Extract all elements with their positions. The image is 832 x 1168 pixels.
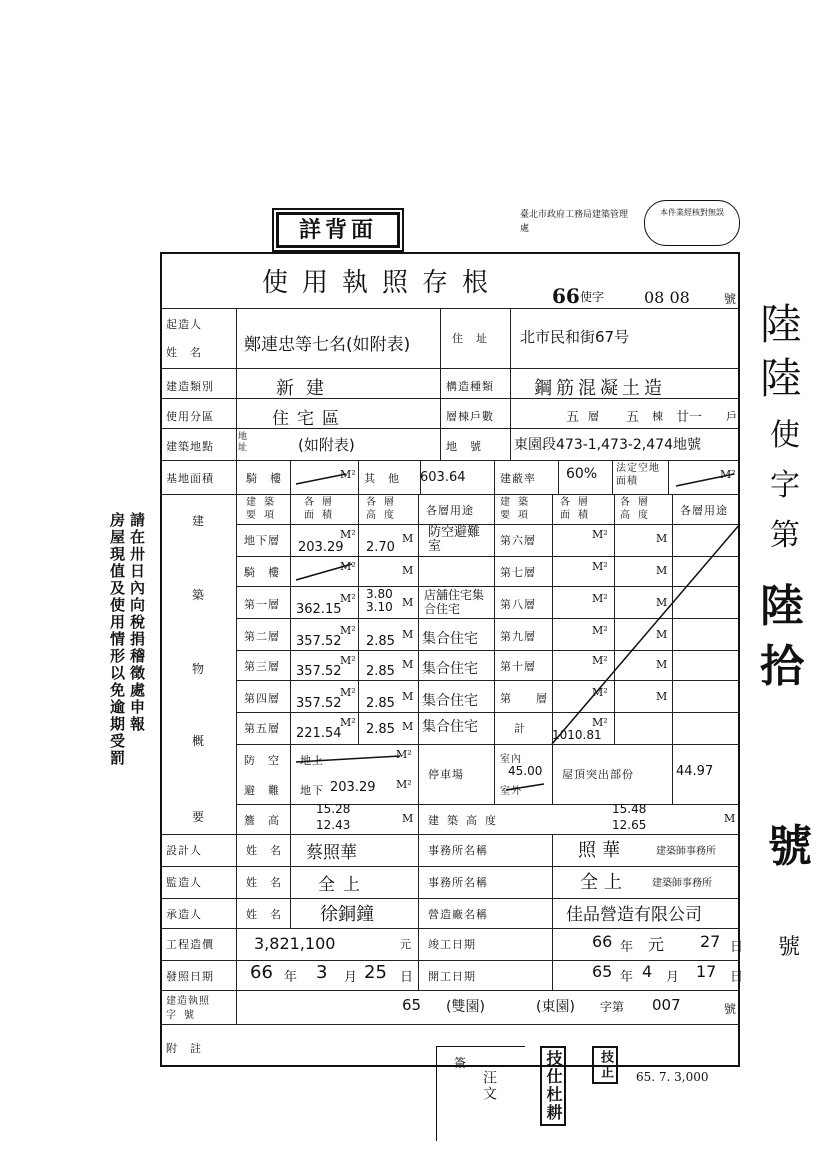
section-build2-label: 築 — [192, 588, 206, 602]
sign-mark: 簽 — [454, 1056, 467, 1070]
unit-m: M — [402, 628, 414, 641]
right-margin-char: 號 — [768, 821, 812, 872]
eave-value-a: 15.28 — [316, 802, 351, 816]
supervisor-office-label: 事務所名稱 — [428, 876, 488, 889]
site-area-label: 基地面積 — [166, 472, 214, 485]
building-height-value-a: 15.48 — [612, 802, 647, 816]
unit-m2: M² — [592, 528, 608, 541]
cost-label: 工程造價 — [166, 938, 214, 951]
building-height-value-b: 12.65 — [612, 818, 647, 832]
unit-m: M — [656, 658, 668, 671]
right-margin-char: 字 — [770, 468, 800, 503]
contractor-name-label: 姓 名 — [246, 908, 282, 921]
unit-m2: M² — [340, 624, 356, 637]
section-summary-label: 概 — [192, 734, 206, 748]
designer-label: 設計人 — [166, 844, 202, 857]
contractor-label: 承造人 — [166, 908, 202, 921]
section-yao-label: 要 — [192, 810, 206, 824]
floor4-height-value: 2.85 — [366, 696, 395, 711]
print-info: 65. 7. 3,000 — [636, 1070, 709, 1084]
address-label: 住 址 — [452, 332, 488, 345]
lot-label: 地 號 — [446, 440, 482, 453]
unit-m2: M² — [592, 592, 608, 605]
remarks-label: 附 註 — [166, 1042, 202, 1055]
unit-m2: M² — [340, 716, 356, 729]
unit-m: M — [724, 812, 736, 825]
units-value: 廿一 — [676, 410, 703, 425]
unit-m: M — [402, 690, 414, 703]
supervisor-name-label: 姓 名 — [246, 876, 282, 889]
contractor-company-label: 營造廠名稱 — [428, 908, 488, 921]
cost-value: 3,821,100 — [254, 934, 336, 953]
floors-value: 五 — [566, 410, 580, 425]
building-height-label: 建築高度 — [428, 814, 504, 827]
year-unit: 年 — [620, 940, 634, 955]
issue-day-value: 25 — [364, 962, 387, 983]
col-item-header: 建築要項 — [246, 497, 282, 521]
unit-m2: M² — [720, 468, 736, 481]
permit-district-b: (東園) — [536, 999, 575, 1015]
floors-units-label: 層棟戶數 — [446, 410, 494, 423]
unit-m2: M² — [340, 654, 356, 667]
eave-value-b: 12.43 — [316, 818, 351, 832]
zone-value: 住宅區 — [272, 409, 347, 429]
complete-year-value: 66 — [592, 932, 613, 951]
floor1-area-value: 362.15 — [296, 602, 342, 617]
contractor-company-value: 佳品營造有限公司 — [566, 905, 702, 925]
day-unit: 日 — [730, 940, 744, 955]
designer-office-value: 照華 — [578, 840, 626, 861]
permit-no-label-2: 字號 — [166, 1010, 202, 1021]
buildings-value: 五 — [626, 410, 640, 425]
issue-month-value: 3 — [316, 962, 328, 983]
col-height-header: 各層高度 — [620, 497, 656, 521]
eave-label: 簷 高 — [244, 814, 280, 827]
structure-label: 構造種類 — [446, 380, 494, 393]
structure-value: 鋼筋混凝土造 — [534, 378, 666, 399]
floor3-label: 第三層 — [244, 660, 280, 673]
issue-year-value: 66 — [250, 962, 273, 983]
side-note-right-col: 請在卅日內向稅捐稽徵處申報 — [128, 512, 146, 733]
unit-m2: M² — [340, 468, 356, 481]
floor3-height-value: 2.85 — [366, 664, 395, 679]
unit-m2: M² — [592, 686, 608, 699]
right-margin-char: 陸 — [760, 354, 803, 403]
yuan-unit: 元 — [400, 938, 411, 951]
right-margin-char: 號 — [778, 935, 801, 960]
floor2-use-value: 集合住宅 — [422, 631, 478, 647]
floor2-label: 第二層 — [244, 630, 280, 643]
complete-month-value: 元 — [648, 935, 665, 954]
number-value: 08 08 — [644, 288, 690, 307]
basement-height-value: 2.70 — [366, 540, 395, 555]
lot-value: 東園段473-1,473-2,474地號 — [514, 437, 701, 453]
ground-up-label: 地上 — [300, 754, 324, 767]
unit-m2: M² — [592, 716, 608, 729]
roof-label: 屋頂突出部份 — [562, 768, 634, 781]
supervisor-office-value: 全上 — [580, 872, 628, 893]
unit-m: M — [656, 532, 668, 545]
unit-m: M — [402, 596, 414, 609]
unit-m2: M² — [340, 686, 356, 699]
units-unit: 戶 — [726, 410, 738, 423]
supervisor-name-value: 全上 — [318, 875, 368, 895]
floor8-label: 第八層 — [500, 598, 536, 611]
designer-name-value: 蔡照華 — [306, 843, 357, 863]
shelter-label-2: 避 難 — [244, 784, 280, 797]
shelter-label-1: 防 空 — [244, 754, 280, 767]
unit-m: M — [402, 532, 414, 545]
number-suffix: 號 — [724, 292, 737, 306]
unit-m: M — [656, 564, 668, 577]
outdoor-label: 室外 — [500, 786, 522, 797]
permit-number-value: 007 — [652, 996, 681, 1014]
col-use-header: 各層用途 — [426, 504, 474, 517]
basement-area-value: 203.29 — [298, 540, 344, 555]
floors-unit: 層 — [588, 410, 600, 423]
zone-label: 使用分區 — [166, 410, 214, 423]
unit-m: M — [402, 720, 414, 733]
floor1-height-value: 3.80 3.10 — [366, 587, 393, 614]
complete-day-value: 27 — [700, 932, 721, 951]
total-label: 計 — [514, 722, 526, 735]
other-area-value: 603.64 — [420, 470, 466, 485]
section-obj-label: 物 — [192, 662, 206, 676]
floor4-area-value: 357.52 — [296, 696, 342, 711]
unit-m: M — [402, 564, 414, 577]
floor2-area-value: 357.52 — [296, 634, 342, 649]
unit-m2: M² — [592, 654, 608, 667]
permit-district-a: (雙園) — [446, 999, 485, 1015]
build-type-label: 建造類別 — [166, 380, 214, 393]
designer-office-label: 事務所名稱 — [428, 844, 488, 857]
floor5-use-value: 集合住宅 — [422, 719, 478, 735]
arcade2-label: 騎 樓 — [244, 566, 280, 579]
floor5-height-value: 2.85 — [366, 722, 395, 737]
issue-label: 發照日期 — [166, 970, 214, 983]
col-area-header: 各層面積 — [560, 497, 596, 521]
unit-m2: M² — [396, 778, 412, 791]
roof-value: 44.97 — [676, 764, 714, 779]
col-use-header: 各層用途 — [680, 504, 728, 517]
unit-m: M — [402, 812, 414, 825]
number-prefix: 66 — [552, 284, 580, 308]
right-margin-char: 陸 — [760, 300, 803, 349]
floor4-use-value: 集合住宅 — [422, 693, 478, 709]
coverage-label: 建蔽率 — [500, 472, 536, 485]
right-margin-char: 第 — [770, 518, 800, 553]
shelter-down-value: 203.29 — [330, 780, 376, 795]
other-label: 其 他 — [364, 472, 400, 485]
floor9-label: 第九層 — [500, 630, 536, 643]
permit-no-label: 建造執照 — [166, 996, 210, 1007]
month-unit: 月 — [344, 970, 358, 985]
unit-m2: M² — [592, 624, 608, 637]
basement-label: 地下層 — [244, 534, 280, 547]
floor5-area-value: 221.54 — [296, 726, 342, 741]
buildings-unit: 棟 — [652, 410, 664, 423]
site-address-value: (如附表) — [298, 436, 355, 454]
parking-label: 停車場 — [428, 768, 464, 781]
start-month-value: 4 — [642, 962, 653, 981]
signature-name: 汪文 — [481, 1070, 497, 1102]
start-year-value: 65 — [592, 962, 613, 981]
number-mid: 使字 — [580, 290, 605, 304]
ground-down-label: 地下 — [300, 784, 324, 797]
col-area-header: 各層面積 — [304, 497, 340, 521]
unit-m2: M² — [340, 592, 356, 605]
basement-use-value: 防空避難室 — [428, 525, 481, 554]
floor5-label: 第五層 — [244, 722, 280, 735]
col-height-header: 各層高度 — [366, 497, 402, 521]
floor10-label: 第十層 — [500, 660, 536, 673]
unit-m: M — [656, 596, 668, 609]
permit-qian: 字第 — [600, 1000, 625, 1014]
day-unit: 日 — [730, 970, 744, 985]
floor4-label: 第四層 — [244, 692, 280, 705]
year-unit: 年 — [620, 970, 634, 985]
open-space-label: 法定空地面積 — [616, 463, 660, 487]
indoor-label: 室內 — [500, 754, 522, 765]
unit-m2: M² — [340, 528, 356, 541]
floor2-height-value: 2.85 — [366, 634, 395, 649]
supervisor-label: 監造人 — [166, 876, 202, 889]
unit-m: M — [656, 628, 668, 641]
day-unit: 日 — [400, 970, 414, 985]
start-day-value: 17 — [696, 962, 717, 981]
parking-value: 45.00 — [508, 764, 543, 778]
floor3-use-value: 集合住宅 — [422, 661, 478, 677]
floorx-label: 第 層 — [500, 692, 548, 705]
detail-back-stamp: 詳背面 — [276, 212, 400, 248]
section-build-label: 建 — [192, 514, 206, 528]
right-margin-char: 使 — [770, 418, 800, 453]
complete-label: 竣工日期 — [428, 938, 476, 951]
unit-m: M — [656, 690, 668, 703]
designer-name-label: 姓 名 — [246, 844, 282, 857]
corner-stamp-b: 本件業經核對無誤 — [644, 200, 740, 246]
arcade-label: 騎 樓 — [246, 472, 282, 485]
floor6-label: 第六層 — [500, 534, 536, 547]
designer-office-suffix: 建築師事務所 — [656, 846, 716, 857]
floor1-label: 第一層 — [244, 598, 280, 611]
col-item-header: 建築要項 — [500, 497, 536, 521]
unit-m2: M² — [396, 748, 412, 761]
floor7-label: 第七層 — [500, 566, 536, 579]
month-unit: 月 — [666, 970, 680, 985]
site-label: 建築地點 — [166, 440, 214, 453]
address-value: 北市民和街67号 — [520, 328, 630, 346]
floor1-use-value: 店舖住宅集合住宅 — [424, 588, 485, 616]
engineer-stamp: 技正 — [592, 1046, 618, 1084]
side-note-left-col: 房屋現值及使用情形以免逾期受罰 — [108, 512, 126, 767]
technician-stamp: 技仕杜耕 — [540, 1046, 566, 1126]
builder-name-value: 鄭連忠等七名(如附表) — [244, 335, 411, 355]
permit-year-value: 65 — [402, 996, 422, 1014]
total-value: 1010.81 — [552, 728, 602, 742]
contractor-name-value: 徐銅鐘 — [320, 904, 374, 925]
unit-m2: M² — [592, 560, 608, 573]
builder-label: 起造人 — [166, 318, 202, 331]
builder-name-label: 姓 名 — [166, 346, 202, 359]
corner-stamp-a: 臺北市政府工務局建築管理處 — [520, 210, 629, 234]
build-type-value: 新建 — [276, 378, 336, 399]
supervisor-office-suffix: 建築師事務所 — [652, 878, 712, 889]
site-sub-label: 地址 — [238, 432, 249, 453]
permit-hao: 號 — [724, 1002, 737, 1016]
right-margin-char: 拾 — [760, 641, 804, 692]
right-margin-char: 陸 — [760, 581, 804, 632]
unit-m: M — [402, 658, 414, 671]
coverage-value: 60% — [566, 466, 598, 482]
unit-m2: M² — [340, 560, 356, 573]
floor3-area-value: 357.52 — [296, 664, 342, 679]
form-title: 使用執照存根 — [262, 268, 503, 298]
start-label: 開工日期 — [428, 970, 476, 983]
year-unit: 年 — [284, 970, 298, 985]
